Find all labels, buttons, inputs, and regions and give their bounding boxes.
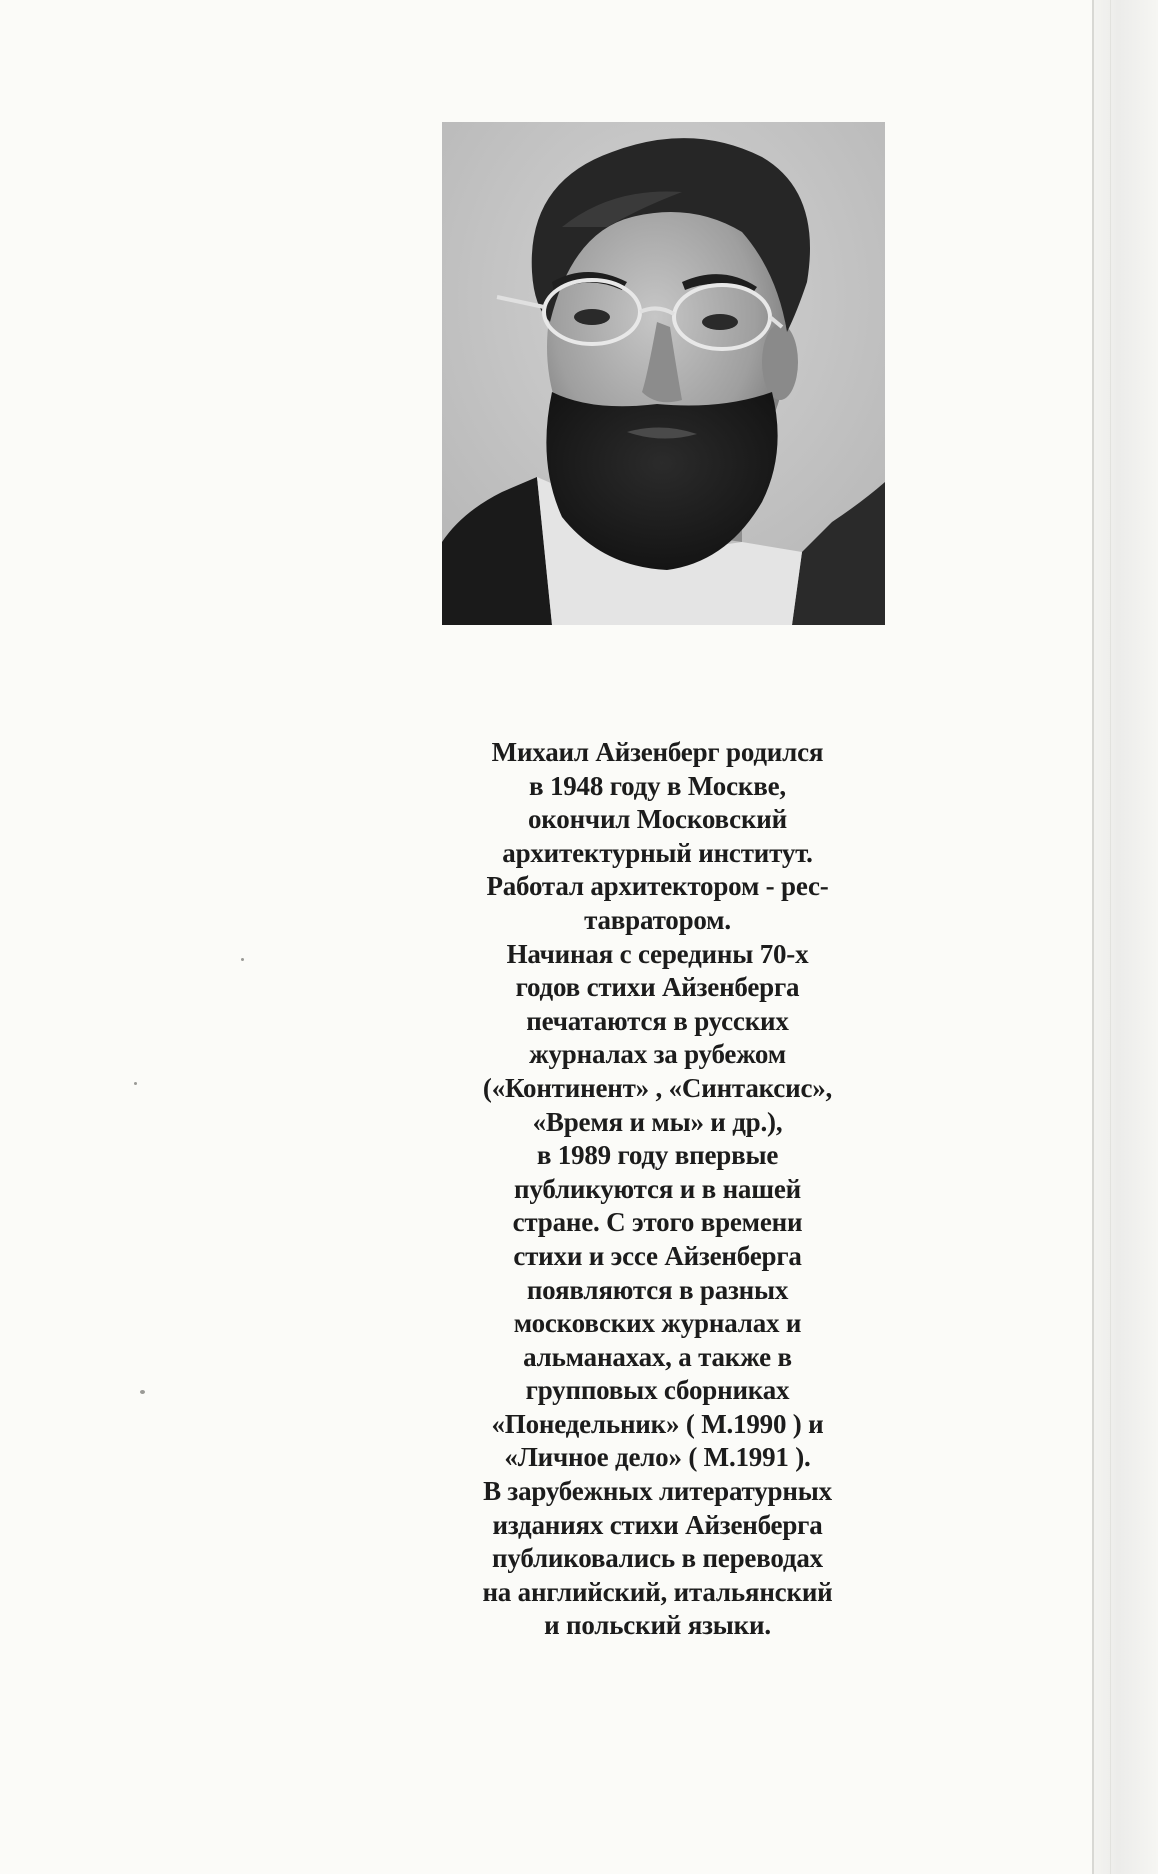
eye-right: [702, 314, 738, 330]
page-edge-line: [1110, 0, 1111, 1874]
bio-line: окончил Московский: [527, 804, 788, 835]
bio-line: Начиная с середины 70-х: [506, 938, 809, 969]
bio-line: «Личное дело» ( М.1991 ).: [504, 1442, 811, 1473]
bio-line: Михаил Айзенберг родился: [491, 737, 824, 767]
bio-line: публикуются и в нашей: [514, 1173, 801, 1204]
bio-line: московских журналах и: [513, 1308, 802, 1339]
bio-line: групповых сборниках: [525, 1375, 790, 1406]
bio-line: годов стихи Айзенберга: [515, 972, 800, 1003]
bio-line: в 1948 году в Москве,: [529, 770, 786, 801]
bio-line: публиковались в переводах: [492, 1543, 823, 1574]
bio-line: появляются в разных: [526, 1274, 789, 1305]
bio-line: в 1989 году впервые: [536, 1140, 779, 1171]
author-portrait-photo: [442, 122, 885, 625]
bio-line: Работал архитектором - рес-: [486, 871, 829, 902]
bio-line: альманахах, а также в: [523, 1341, 792, 1372]
bio-line: «Время и мы» и др.),: [532, 1106, 783, 1137]
bio-line: («Континент» , «Синтаксис»,: [482, 1072, 833, 1103]
bio-line: журналах за рубежом: [529, 1039, 786, 1070]
bio-line: В зарубежных литературных: [483, 1476, 832, 1507]
bio-line: на английский, итальянский: [482, 1576, 833, 1607]
portrait-image: [442, 122, 885, 625]
scan-speck: [134, 1082, 137, 1085]
author-biography: [420, 736, 895, 1643]
bio-line: «Понедельник» ( М.1990 ) и: [491, 1408, 824, 1439]
bio-line: тавратором.: [584, 904, 731, 935]
bio-line: архитектурный институт.: [502, 837, 813, 868]
page-edge-line: [1092, 0, 1094, 1874]
page-edge: [1092, 0, 1158, 1874]
bio-line: стихи и эссе Айзенберга: [513, 1240, 802, 1271]
scan-speck: [140, 1390, 145, 1394]
bio-line: печатаются в русских: [526, 1005, 789, 1036]
bio-line: и польский языки.: [544, 1610, 771, 1641]
scan-speck: [241, 958, 244, 961]
bio-line: стране. С этого времени: [512, 1207, 803, 1238]
bio-line: изданиях стихи Айзенберга: [492, 1509, 823, 1540]
eye-left: [574, 309, 610, 325]
ear: [762, 324, 798, 400]
